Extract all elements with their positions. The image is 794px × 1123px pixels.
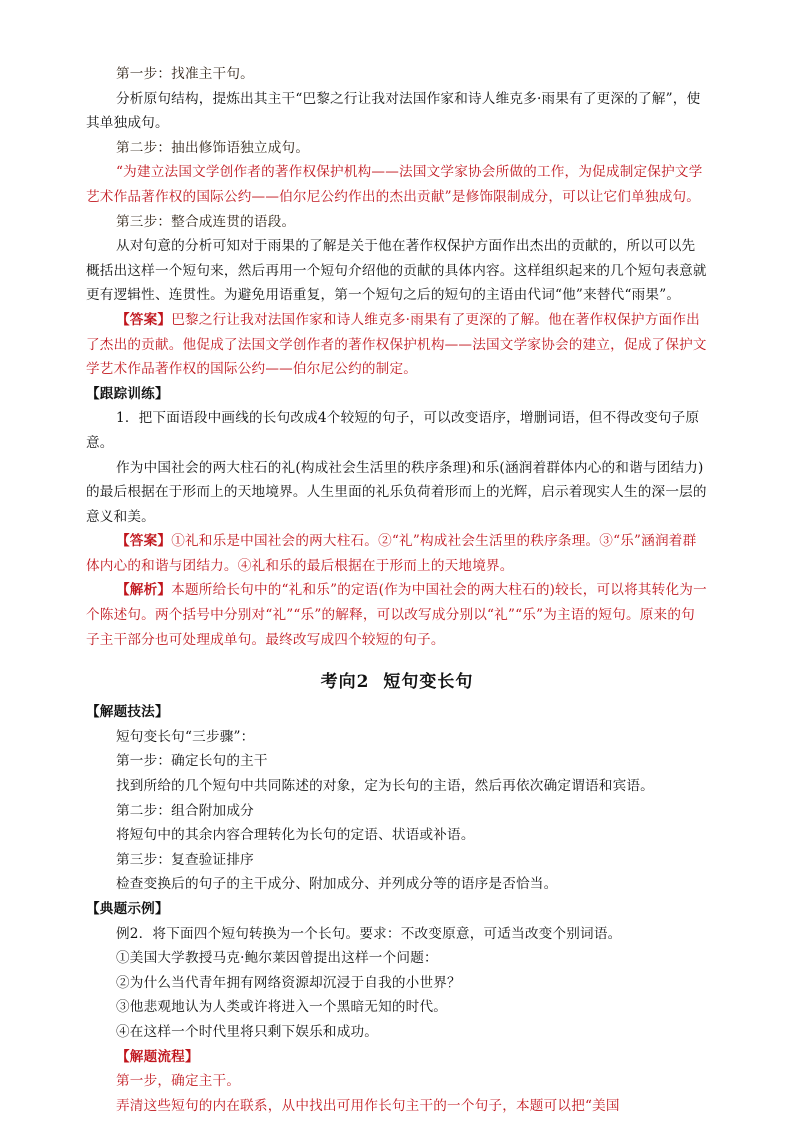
step2-line: 第二步：抽出修饰语独立成句。 bbox=[116, 139, 310, 156]
answer-text: 巴黎之行让我对法国作家和诗人维克多·雨果有了更深的了解。他在著作权保护方面作出了杰出的贡献。他促成了法国文学创作者的著作权保护机构——法国文学家协会的建立，促成了保护文学艺术作品著作权的国际公约——伯尔尼公约的制定。 bbox=[86, 311, 707, 378]
method-step1-desc: 找到所给的几个短句中共同陈述的对象，定为长句的主语，然后再依次确定谓语和宾语。 bbox=[116, 778, 654, 795]
method-step1: 第一步：确定长句的主干 bbox=[116, 753, 268, 770]
training-question: 1．把下面语段中画线的长句改成4个较短的句子，可以改变语序，增删词语，但不得改变句子原意。 bbox=[86, 410, 700, 451]
answer-tag: 【答案】 bbox=[116, 311, 172, 328]
example-question: 例2．将下面四个短句转换为一个长句。要求：不改变原意，可适当改变个别词语。 bbox=[116, 925, 622, 942]
step1-paragraph: 分析原句结构，提炼出其主干“巴黎之行让我对法国作家和诗人维克多·雨果有了更深的了解”，使其单独成句。 bbox=[86, 90, 701, 132]
flow-step1: 第一步，确定主干。 bbox=[116, 1073, 241, 1090]
example-item: ②为什么当代青年拥有网络资源却沉浸于自我的小世界？ bbox=[116, 974, 461, 991]
training-analysis-text: 本题所给长句中的“礼和乐”的定语(作为中国社会的两大柱石的)较长，可以将其转化为一个陈述句。两个括号中分别对“礼”“乐”的解释，可以改写成分别以“礼”“乐”为主语的短句。原来的句子主干部分也可处理成单句。最终改写成四个较短的句子。 bbox=[86, 582, 707, 648]
example-item: ③他悲观地认为人类或许将进入一个黑暗无知的时代。 bbox=[116, 999, 448, 1016]
training-analysis bbox=[86, 578, 708, 652]
section-heading-number: 考向2 bbox=[320, 672, 370, 693]
flow-desc: 弄清这些短句的内在联系，从中找出可用作长句主干的一个句子，本题可以把“美国 bbox=[116, 1097, 620, 1114]
training-answer-text: ①礼和乐是中国社会的两大柱石。②“礼”构成社会生活里的秩序条理。③“乐”涵润着群体内心的和谐与团结力。④礼和乐的最后根据在于形而上的天地境界。 bbox=[86, 533, 697, 574]
step3-line: 第三步：整合成连贯的语段。 bbox=[116, 213, 296, 230]
step1-line: 第一步：找准主干句。 bbox=[116, 66, 254, 82]
method-title: 【解题技法】 bbox=[86, 704, 169, 721]
document-content bbox=[86, 62, 708, 1118]
section-heading-text: 短句变长句 bbox=[383, 672, 474, 693]
answer-paragraph bbox=[86, 308, 708, 382]
example-item: ①美国大学教授马克·鲍尔莱因曾提出这样一个问题： bbox=[116, 950, 438, 967]
training-analysis-tag: 【解析】 bbox=[116, 582, 172, 599]
training-answer bbox=[86, 529, 708, 578]
method-step2: 第二步：组合附加成分 bbox=[116, 802, 254, 819]
example-title: 【典题示例】 bbox=[86, 901, 169, 917]
section-heading bbox=[86, 670, 708, 694]
method-step3: 第三步：复查验证排序 bbox=[116, 851, 254, 868]
method-step2-desc: 将短句中的其余内容合理转化为长句的定语、状语或补语。 bbox=[116, 827, 475, 844]
method-step3-desc: 检查变换后的句子的主干成分、附加成分、并列成分等的语序是否恰当。 bbox=[116, 876, 558, 893]
flow-title: 【解题流程】 bbox=[116, 1048, 199, 1065]
training-passage: 作为中国社会的两大柱石的礼(构成社会生活里的秩序条理)和乐(涵润着群体内心的和谐与团结力)的最后根据在于形而上的天地境界。人生里面的礼乐负荷着形而上的光辉，启示着现实人生的深一层的意义和美。 bbox=[86, 459, 707, 525]
training-answer-tag: 【答案】 bbox=[116, 533, 172, 550]
tracking-training-title: 【跟踪训练】 bbox=[86, 385, 169, 402]
step2-paragraph: “为建立法国文学创作者的著作权保护机构——法国文学家协会所做的工作，为促成制定保护文学艺术作品著作权的国际公约——伯尔尼公约作出的杰出贡献”是修饰限制成分，可以让它们单独成句。 bbox=[86, 164, 703, 205]
method-intro: 短句变长句“三步骤”： bbox=[116, 728, 255, 745]
example-item: ④在这样一个时代里将只剩下娱乐和成功。 bbox=[116, 1023, 379, 1040]
step3-paragraph: 从对句意的分析可知对于雨果的了解是关于他在著作权保护方面作出杰出的贡献的，所以可以先概括出这样一个短句来，然后再用一个短句介绍他的贡献的具体内容。这样组织起来的几个短句表意就更有逻辑性、连贯性。为避免用语重复，第一个短句之后的短句的主语由代词“他”来替代“雨果”。 bbox=[86, 238, 707, 304]
